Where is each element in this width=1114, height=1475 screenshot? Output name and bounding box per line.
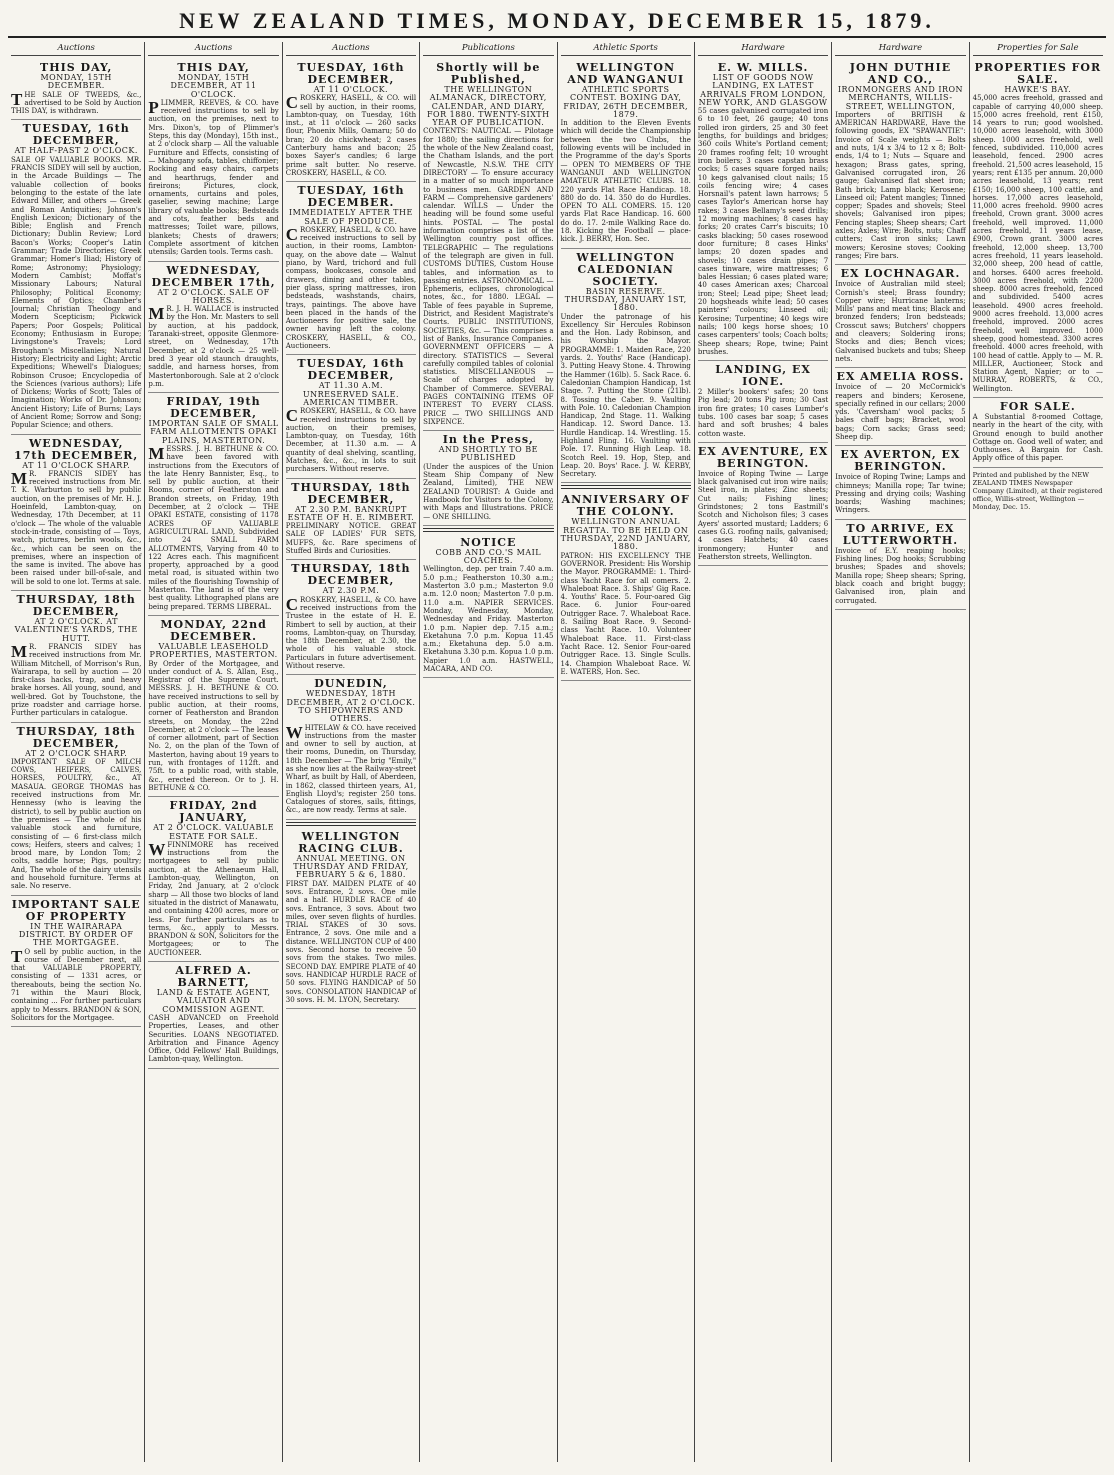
ad-text: ROSKERY, HASELL, & CO. will sell by auction, in their rooms, Lambton-quay, on Tuesday, 16th inst., at 11 o'clock — 260 sacks flour, Phoenix Mills, Oamaru; 50 do bran; 20 do chickwheat; 2 cases Canterbury hams and bacon; 25 boxes Sayer's candles; 6 large prime salt butter. No reserve. CROSKERY, HASELL, & CO. — [285, 94, 417, 177]
ad-text: R. FRANCIS SIDEY has received instructions from Mr. T. K. Warburton to sell by public auction, on the premises of Mr. H. J. Hoeinfeld, Lambton-quay, on Wednesday, 17th December, at 11 o'clock — The whole of the valuable stock-in-trade, consisting of — Toys, watch, pictures, berlin wools, &c., &c., which can be seen on the premises, where an inspection of the same is invited. The above has been raised under bill-of-sale, and will be sold to one lot. Terms at sale. — [11, 469, 142, 586]
ad-headline: WELLINGTON CALEDONIAN SOCIETY. — [576, 250, 675, 288]
ad-subheadline: AT HALF-PAST 2 O'CLOCK. — [14, 146, 138, 156]
section-divider — [286, 822, 416, 826]
section-divider — [561, 485, 691, 489]
ad-text: ESSRS. J. H. BETHUNE & CO. have been favored with instructions from the Executors of the late Henry Bannister, Esq., to sell by public auction, at their Rooms, corner of Featherston and Brandon streets, on Friday, 19th December, at 2 o'clock — THE OPAKI ESTATE, consisting of 1178 ACRES OF VALUABLE AGRICULTURAL LAND, Subdivided into 24 SMALL FARM ALLOTMENTS, Varying from 40 to 122 Acres each. This magnificent property, approached by a good metal road, is situated within two miles of the flourishing Township of Masterton. The land is of the very best quality. Lithographed plans are being prepared. TERMS LIBERAL. — [148, 444, 279, 611]
ad-body — [561, 119, 691, 243]
ad-body — [286, 94, 416, 177]
ad-subheadline: WELLINGTON ANNUAL REGATTA. TO BE HELD ON THURSDAY, 22ND JANUARY, 1880. — [560, 517, 691, 552]
drop-cap: W — [148, 839, 166, 859]
ad-body — [423, 127, 553, 426]
drop-cap: C — [285, 406, 299, 426]
ad-subheadline: IMPORTAN SALE OF SMALL FARM ALLOTMENTS OPAKI PLAINS, MASTERTON. — [148, 419, 279, 445]
advertisement — [286, 355, 416, 478]
ad-text: By Order of the Mortgagee, and under conduct of A. S. Allan, Esq., Registrar of the Supreme Court. MESSRS. J. H. BETHUNE & CO. have received instructions to sell by public auction, at their rooms, corner of Featherston and Brandon streets, on Monday, the 22nd December, at 2 o'clock — The leases of corner allotment, part of Section No. 2, on the plan of the Town of Masterton, having about 19 years to run, with frontages of 112ft. and 75ft. to a public road, with stable, &c., erected thereon. Or to J. H. BETHUNE & CO. — [148, 659, 279, 792]
ad-headline: LANDING, EX IONE. — [715, 363, 811, 389]
advertisement — [835, 265, 965, 368]
ad-body — [286, 522, 416, 555]
ad-text: PRELIMINARY NOTICE. GREAT SALE OF LADIES' FUR SETS, MUFFS, &c. Rare specimens of Stuffed Birds and Curiosities. — [285, 522, 417, 556]
ad-subheadline: THE WELLINGTON ALMANACK, DIRECTORY, CALENDAR, AND DIARY, FOR 1880. TWENTY-SIXTH YEAR OF PUBLICATION. — [427, 85, 550, 128]
advertisement — [11, 59, 141, 120]
advertisement — [11, 591, 141, 723]
ad-body — [11, 758, 141, 891]
ad-subheadline: MONDAY, 15TH DECEMBER. — [40, 73, 112, 91]
advertisement — [835, 520, 965, 610]
ad-headline: THURSDAY, 18th DECEMBER, — [291, 480, 411, 506]
advertisement — [286, 675, 416, 819]
ad-subheadline: HAWKE'S BAY. — [1004, 85, 1072, 94]
ad-body — [835, 473, 965, 514]
ad-body — [286, 226, 416, 350]
ad-subheadline: AT 2 O'CLOCK. AT VALENTINE'S YARDS, THE HUTT. — [14, 617, 138, 643]
column-header: Hardware — [835, 42, 965, 56]
advertisement — [11, 435, 141, 591]
ad-body — [423, 565, 553, 673]
ad-headline: DUNEDIN, — [314, 677, 388, 691]
ad-text: Importers of BRITISH & AMERICAN HARDWARE, Have the following goods, EX "SPAWANTIE": Invoice of Scale weights — Bolts and nuts, 1/4 x 3/4 to 12 x 8; Bolt-ends, 1/4 to 1; Nuts — Square and hexagon; Brass gates, spring, Galvanised corrugated iron, 26 gauge; Galvanised flat sheet iron; Bath brick; Lamp black; Kerosene; Linseed oil; Patent mangles; Tinned copper; Spades and shovels; Steel shovels; Galvanised iron pipes; Fencing staples; Sheep shears; Cart axles; Axles; Wire; Bolts, nuts; Chaff cutters; Cast iron sinks; Lawn mowers; Kerosine stoves; Cooking ranges; Fire bars. — [835, 110, 966, 260]
ad-headline: TUESDAY, 16th DECEMBER. — [297, 184, 405, 210]
column-header: Auctions — [286, 42, 416, 56]
advertisement — [286, 182, 416, 355]
ad-headline: EX AVERTON, EX BERINGTON. — [840, 448, 961, 474]
drop-cap: P — [148, 97, 159, 117]
column-header: Auctions — [148, 42, 278, 56]
ad-text: Invoice of Roping Twine; Lamps and chimneys; Manilla rope; Tar twine; Pressing and drying coils; Washing boards; Washing machines; Wringers. — [835, 473, 966, 515]
ad-text: ROSKERY, HASELL, & CO. have received instructions from the Trustee in the estate of H. E. Rimbert to sell by auction, at their rooms, Lambton-quay, on Thursday, the 18th December, at 2.30, the whole of his valuable stock. Particulars in future advertisement. Without reserve. — [285, 595, 417, 671]
advertisement — [835, 59, 965, 265]
ad-headline: WEDNESDAY, DECEMBER 17th, — [151, 263, 276, 289]
ad-body — [561, 313, 691, 479]
section-divider — [423, 528, 553, 532]
ad-headline: EX AVENTURE, EX BERINGTON. — [697, 444, 829, 470]
ad-headline: IMPORTANT SALE OF PROPERTY — [11, 897, 141, 923]
ad-body — [11, 470, 141, 586]
ad-text: A Substantial 8-roomed Cottage, nearly in the heart of the city, with Ground enough to build another Cottage on. Good well of water, and Outhouses. A Bargain for Cash. Apply office of this paper. — [972, 412, 1103, 463]
ad-text: Invoice of E.Y. reaping hooks; Fishing lines; Dog hooks; Scrubbing brushes; Spades and shovels; Manilla rope; Sheep shears; Spring, black coach and bright buggy; Galvanised iron, plain and corrugated. — [835, 546, 966, 605]
ad-headline: FOR SALE. — [999, 399, 1076, 413]
drop-cap: C — [285, 594, 299, 614]
ad-body — [286, 407, 416, 473]
advertisement — [423, 59, 553, 431]
ad-headline: E. W. MILLS. — [717, 61, 809, 74]
advertisement — [11, 723, 141, 896]
ad-headline: WELLINGTON RACING CLUB. — [298, 829, 404, 855]
drop-cap: M — [11, 641, 28, 661]
ad-headline: TUESDAY, 16th DECEMBER, — [297, 61, 405, 86]
advertisement — [148, 616, 278, 797]
ad-text: ROSKERY, HASELL, & CO. have received instructions to sell by auction, on their premises, Lambton-quay, on Tuesday, 16th December, at 11.30 a.m. — A quantity of deal shelving, scantling, Matches, &c., &c., in lots to suit purchasers. Without reserve. — [285, 407, 417, 474]
drop-cap: T — [11, 89, 23, 109]
ad-headline: WELLINGTON AND WANGANUI — [567, 61, 685, 86]
ad-subheadline: ATHLETIC SPORTS CONTEST. BOXING DAY, FRIDAY, 26TH DECEMBER, 1879. — [563, 85, 689, 119]
ad-headline: TO ARRIVE, EX LUTTERWORTH. — [842, 521, 959, 547]
drop-cap: T — [11, 946, 23, 966]
ad-headline: In the Press, — [442, 433, 534, 447]
advertisement — [286, 828, 416, 1009]
ad-text: R. FRANCIS SIDEY has received instructions from Mr. William Mitchell, of Morrison's Run, Wairarapa, to sell by auction — 20 first-class hacks, trap, and heavy brake horses. All young, sound, and well-bred. Got by Touchstone, the prize roadster and carriage horse. Further particulars in catalogue. — [11, 642, 142, 718]
ad-subheadline: AT 2.30 P.M. BANKRUPT ESTATE OF H. E. RIMBERT. — [287, 504, 415, 522]
ad-headline: EX LOCHNAGAR. — [840, 267, 961, 281]
ad-body — [148, 660, 278, 793]
ad-headline: FRIDAY, 19th DECEMBER, — [166, 395, 261, 421]
ad-body — [835, 383, 965, 441]
advertisement — [148, 59, 278, 262]
masthead: NEW ZEALAND TIMES, MONDAY, DECEMBER 15, 1879. — [8, 6, 1106, 38]
advertisement — [148, 393, 278, 616]
ad-headline: THURSDAY, 18th DECEMBER, — [16, 724, 136, 750]
ad-headline: THURSDAY, 18th DECEMBER, — [16, 593, 136, 619]
ad-body — [973, 94, 1103, 393]
advertisement — [973, 59, 1103, 398]
drop-cap: C — [285, 224, 299, 244]
drop-cap: W — [285, 722, 303, 742]
column-header: Properties for Sale — [973, 42, 1103, 56]
ad-text: O sell by public auction, in the course of December next, all that VALUABLE PROPERTY, consisting of — 1331 acres, or thereabouts, being the section No. 71 within the Mauri Block, containing ... For further particulars apply to Messrs. BRANDON & SON, Solicitors for the Mortgagee. — [11, 947, 142, 1022]
column — [694, 42, 831, 1462]
advertisement — [286, 560, 416, 675]
ad-text: 2 Miller's bookers' safes; 20 tons Pig lead; 20 tons Pig iron; 30 Cast iron fire grates; 10 cases Lumber's tubs. 100 cases bar soap; 5 cases hard and soft brushes; 4 bales cotton waste. — [697, 388, 829, 438]
ad-body — [286, 596, 416, 671]
ad-text: LIMMER, REEVES, & CO. have received instructions to sell by auction, on the premises, next to Mrs. Dixon's, top of Plimmer's Steps, this day (Monday), 15th inst., at 2 o'clock sharp — All the valuable Furniture and Effects, consisting of — Mahogany sofa, tables, chiffonier; Rocking and easy chairs, carpets and hearthrugs, fender and fireirons; Pictures, clock, ornaments, curtains and poles, gaselier, sewing machine; Large library of valuable books; Bedsteads and cots, feather beds and mattresses; Toilet ware, pillows, blankets; Chests of drawers; Complete assortment of kitchen utensils; Garden tools. Terms cash. — [148, 98, 279, 257]
ad-headline: WEDNESDAY, 17th DECEMBER, — [14, 436, 139, 462]
column-header: Publications — [423, 42, 553, 56]
advertisement — [11, 120, 141, 434]
ad-headline: JOHN DUTHIE AND CO., — [849, 61, 952, 86]
drop-cap: M — [148, 304, 165, 324]
ad-body — [148, 445, 278, 611]
ad-body — [11, 948, 141, 1023]
advertisement — [835, 446, 965, 519]
ad-body — [148, 841, 278, 957]
column — [969, 42, 1106, 1462]
ad-text: ROSKERY, HASELL, & CO. have received instructions to sell by auction, in their rooms, Lambton-quay, on the above date — Walnut piano, by Ward, trichord and full compass, bookcases, console and drawers, dining and other tables, pier glass, spring mattresses, iron bedsteads, washstands, chairs, trays, paintings. The above have been placed in the hands of the Auctioneers for positive sale, the owner having left the colony. CROSKERY, HASELL, & CO., Auctioneers. — [285, 225, 417, 351]
ad-subheadline: LAND & ESTATE AGENT, VALUATOR AND COMMISSION AGENT. — [156, 988, 271, 1014]
column — [282, 42, 419, 1462]
ad-text: FIRST DAY. MAIDEN PLATE of 40 sovs. Entrance, 2 sovs. One mile and a half. HURDLE RACE of 40 sovs. Entrance, 3 sovs. About two miles, over seven flights of hurdles. TRIAL STAKES of 30 sovs. Entrance, 2 sovs. One mile and a distance. WELLINGTON CUP of 400 sovs. Second horse to receive 50 sovs from the stakes. Two miles. SECOND DAY. EMPIRE PLATE of 40 sovs. HANDICAP HURDLE RACE of 50 sovs. FLYING HANDICAP of 50 sovs. CONSOLATION HANDICAP of 30 sovs. H. M. LYON, Secretary. — [285, 879, 417, 1004]
advertisement — [148, 262, 278, 394]
ad-subheadline: AT 2.30 P.M. — [322, 586, 380, 596]
column — [557, 42, 694, 1462]
ad-body — [835, 111, 965, 260]
ad-body — [561, 552, 691, 676]
ad-headline: TUESDAY, 16th DECEMBER, — [22, 122, 130, 148]
ad-text: CONTENTS: NAUTICAL — Pilotage for 1880; the sailing directions for the whole of the New Zealand coast, the Chatham Islands, and the port of Newcastle, N.S.W. THE CITY DIRECTORY — To ensure accuracy in a matter of so much importance to business men. GARDEN AND FARM — Comprehensive gardeners' calendar. WILLS — Under the heading will be found some useful hints. POSTAL — The postal information comprises a list of the Wellington country post offices. TELEGRAPHIC — The regulations of the telegraph are given in full. CUSTOMS DUTIES, Custom House tables, and information as to passing entries. ASTRONOMICAL — Ephemeris, eclipses, chronological notes, &c., for 1880. LEGAL — Table of fees payable in Supreme, District, and Resident Magistrate's Courts. PUBLIC INSTITUTIONS, SOCIETIES, &c. — This comprises a list of Banks, Insurance Companies. GOVERNMENT OFFICERS — A directory. STATISTICS — Several carefully compiled tables of colonial statistics. MISCELLANEOUS — Scale of charges adopted by Chamber of Commerce. SEVERAL PAGES CONTAINING ITEMS OF INTEREST TO EVERY CLASS. PRICE — TWO SHILLINGS AND SIXPENCE. — [423, 127, 554, 426]
ad-headline: THIS DAY, — [40, 61, 113, 74]
ad-headline: EX AMELIA ROSS. — [836, 370, 965, 384]
advertisement — [286, 479, 416, 561]
ad-body — [835, 280, 965, 363]
ad-text: (Under the auspices of the Union Steam Ship Company of New Zealand, Limited), THE NEW ZEALAND TOURIST: A Guide and Handbook for Visitors to the Colony, with Maps and Illustrations. PRICE — ONE SHILLING. — [423, 462, 554, 521]
ad-text: FINNIMORE has received instructions from the mortgagees to sell by public auction, at the Athenaeum Hall, Lambton-quay, Wellington, on Friday, 2nd January, at 2 o'clock sharp — All those two blocks of land situated in the district of Manawatu, and containing 4200 acres, more or less. For further particulars as to terms, &c., apply to Messrs. BRANDON & SON, Solicitors for the Mortgagees; or to The AUCTIONEER. — [148, 840, 279, 957]
ad-headline: Shortly will be Published, — [436, 61, 541, 86]
ad-text: PATRON: HIS EXCELLENCY THE GOVERNOR. President: His Worship the Mayor. PROGRAMME: 1. Third-class Yacht Race for all comers. 2. Whaleboat Race. 3. Ships' Gig Race. 4. Youths' Race. 5. Four-oared Gig Race. 6. Junior Four-oared Outrigger Race. 7. Whaleboat Race. 8. Sailing Boat Race. 9. Second-class Yacht Race. 10. Volunteer Whaleboat Race. 11. First-class Yacht Race. 12. Senior Four-oared Outrigger Race. 13. Single Sculls. 14. Champion Whaleboat Race. W. E. WATERS, Hon. Sec. — [560, 551, 691, 676]
advertisement — [973, 398, 1103, 468]
ad-headline: TUESDAY, 16th DECEMBER, — [297, 357, 405, 383]
ad-text: Invoice of Australian mild steel; Cornish's steel; Brass foundry; Copper wire; Hurricane lanterns; Mills' pans and meat tins; Black and bronzed fenders; Iron bedsteads; Crosscut saws; Butchers' choppers and cleavers; Soldering irons; Stocks and dies; Bench vices; Galvanised buckets and tubs; Sheep nets. — [835, 280, 966, 363]
ad-body — [698, 107, 828, 356]
ad-body — [698, 470, 828, 561]
ad-subheadline: BASIN RESERVE. THURSDAY, JANUARY 1ST, 1880. — [564, 286, 687, 313]
ad-headline: THURSDAY, 18th DECEMBER, — [291, 562, 411, 588]
advertisement — [561, 491, 691, 681]
ad-headline: ANNIVERSARY OF THE COLONY. — [561, 493, 690, 519]
ad-headline: PROPERTIES FOR SALE. — [974, 61, 1102, 86]
advertisement — [148, 797, 278, 962]
ad-body — [286, 880, 416, 1004]
ad-body — [148, 305, 278, 388]
advertisement — [835, 368, 965, 446]
ad-subheadline: AT 11 O'CLOCK. — [313, 85, 389, 94]
drop-cap: M — [11, 468, 28, 488]
ad-subheadline: IRONMONGERS AND IRON MERCHANTS, WILLIS-STREET, WELLINGTON, — [837, 85, 964, 111]
ad-subheadline: AT 2 O'CLOCK SHARP. — [25, 748, 128, 758]
ad-text: 45,000 acres freehold, grassed and capable of carrying 40,000 sheep. 15,000 acres freehold, rent £150, 14 years to run; good woolshed. 10,000 acres leasehold, with 3000 sheep. 1000 acres freehold, well fenced, subdivided. 110,000 acres leasehold, fenced. 2900 acres freehold. 21,500 acres leasehold, 15 years; rent £135 per annum. 20,000 acres leasehold, 13 years; rent £150; 16,000 sheep, 100 cattle, and horses. 17,000 acres leasehold, 11,000 acres freehold. 9900 acres freehold, Crown grant. 3000 acres freehold, well improved. 11,000 acres freehold, 11 years lease, £900, Crown grant. 3000 acres freehold, 12,000 sheep. 13,700 acres freehold, 11 years leasehold. 32,000 sheep, 200 head of cattle, and horses. 6400 acres freehold. 3000 acres freehold, with 2200 sheep. 8000 acres freehold, fenced and subdivided. 5400 acres leasehold. 4900 acres freehold. 9000 acres freehold. 13,000 acres freehold, improved. 2000 acres freehold, well improved. 1000 sheep, good homestead. 3300 acres freehold. 4000 acres freehold, with 100 head of cattle. Apply to — M. R. MILLER, Auctioneer, Stock and Station Agent, Napier; or to — MURRAY, ROBERTS, & CO., Wellington. — [972, 94, 1103, 393]
ad-subheadline: AT 11.30 A.M. UNRESERVED SALE. AMERICAN TIMBER. — [302, 381, 400, 407]
ad-body — [148, 99, 278, 257]
ad-headline: THIS DAY, — [177, 61, 250, 74]
columns — [8, 42, 1106, 1462]
ad-body — [423, 463, 553, 521]
ad-subheadline: AT 2 O'CLOCK. VALUABLE ESTATE FOR SALE. — [153, 823, 275, 841]
ad-subheadline: LIST OF GOODS NOW LANDING, EX LATEST ARRIVALS FROM LONDON, NEW YORK, AND GLASGOW — [698, 73, 828, 107]
column — [144, 42, 281, 1462]
ad-headline: MONDAY, 22nd DECEMBER. — [160, 617, 267, 643]
advertisement — [286, 59, 416, 182]
ad-body — [698, 388, 828, 438]
advertisement — [561, 59, 691, 249]
ad-body — [11, 156, 141, 430]
ad-body — [973, 413, 1103, 463]
ad-subheadline: AT 11 O'CLOCK SHARP. — [22, 460, 131, 470]
column-header: Athletic Sports — [561, 42, 691, 56]
ad-text: 55 cases galvanised corrugated iron 6 to 10 feet, 26 gauge; 40 tons rolled iron girders, 25 and 30 feet lengths, for buildings and bridges; 360 coils White's Portland cement; 20 frames roofing felt; 10 wrought iron boilers; 3 cases capstan brass cocks; 5 cases square forged nails; 10 kegs galvanised clout nails; 15 coils fencing wire; 4 cases Horsnail's patent lawn harrows; 5 cases Taylor's American horse hay rakes; 3 cases Bellamy's seed drills; 12 mowing machines; 8 cases hay forks; 20 crates Carr's biscuits; 10 casks blacking; 50 cases rosewood door furniture; 8 cases Hinks' lamps; 20 dozen spades and shovels; 10 cases drain pipes; 7 cases tinware, wire mattresses; 6 bales Hessian; 6 cases plated ware; 40 cases American axes; Charcoal iron; Steel; Lead pipe; Sheet lead; 20 hogsheads white lead; 50 cases painters' colours; Linseed oil; Kerosine; Turpentine; 40 kegs wire nails; 100 kegs horse shoes; 10 cases carpenters' tools; Coach bolts; Sheep shears; Rope, twine; Paint brushes. — [697, 107, 829, 356]
ad-subheadline: MONDAY, 15TH DECEMBER, AT 11 O'CLOCK. — [170, 73, 257, 99]
ad-body — [11, 91, 141, 116]
advertisement — [698, 59, 828, 361]
advertisement — [11, 896, 141, 1028]
ad-body — [11, 643, 141, 718]
advertisement — [423, 534, 553, 678]
advertisement — [561, 249, 691, 484]
ad-text: R. J. H. WALLACE is instructed by the Hon. Mr. Masters to sell by auction, at his paddock, Taranaki-street, opposite Glenmore-street, on Wednesday, 17th December, at 2 o'clock — 25 well-bred 3 year old staunch draughts, saddle, and harness horses, from Mastertonborough. Sale at 2 o'clock p.m. — [148, 305, 279, 388]
advertisement — [423, 431, 553, 526]
ad-subheadline: WEDNESDAY, 18TH DECEMBER, AT 2 O'CLOCK. TO SHIPOWNERS AND OTHERS. — [286, 689, 416, 724]
ad-text: Invoice of — 20 McCormick's reapers and binders; Kerosene, specially refined in our cellars; 2000 yds. 'Caversham' wool packs; 5 bales chaff bags; Bracket, wool bags; Corn sacks; Grass seed; Sheep dip. — [835, 383, 966, 441]
column-header: Hardware — [698, 42, 828, 56]
ad-subheadline: ANNUAL MEETING. ON THURSDAY AND FRIDAY, FEBRUARY 5 & 6, 1880. — [293, 853, 409, 880]
advertisement — [698, 443, 828, 566]
ad-text: HITELAW & CO. have received instructions from the master and owner to sell by auction, at their rooms, Dunedin, on Thursday, 18th December — The brig "Emily," as she now lies at the Railway-street Wharf, as built by Hall, of Aberdeen, in 1862, classed thirteen years, A1, English Lloyd's; register 250 tons. Catalogues of stores, sails, fittings, &c., are now ready. Terms at sale. — [285, 723, 417, 815]
ad-body — [148, 1014, 278, 1064]
ad-text: SALE OF VALUABLE BOOKS. MR. FRANCIS SIDEY will sell by auction, in the Arcade Buildings — The valuable collection of books belonging to the estate of the late Edward Miller, and others — Greek and Roman Antiquities; Johnson's English Lexicon; Dictionary of the Bible; English and French Dictionary; Dublin Review; Lord Bacon's Works; Cooper's Latin Grammar; Trade Directories; Greek Grammar; Homer's Iliad; History of Rome; Astronomy; Physiology; Modern Cambist; Moffat's Missionary Labours; Natural Philosophy; Political Economy; Elements of Optics; Chamber's Journal; Christian Theology and Modern Scepticism; Pickwick Papers; Poor Gospels; Political Economy; Enthusiasm in Europe; Livingstone's Travels; Lord Brougham's Miscellanies; Natural History; Electricity and Light; Arctic Expeditions; Whewell's Dialogues; Robinson Crusoe; Encyclopedia of the Sciences (various authors); Life of Dickens; Works of Scott; Tales of Imagination; Works of Dr. Johnson; Ancient History; Life of Burns; Lays of Ancient Rome; Sorrow and Song; Popular Science; and others. — [11, 155, 142, 430]
ad-text: IMPORTANT SALE OF MILCH COWS, HEIFERS, CALVES, HORSES, POULTRY, &c., AT MASAUA. GEORGE THOMAS has received instructions from Mr. Hennessy (who is leaving the district), to sell by public auction on the premises — The whole of his valuable stock and furniture, consisting of — 6 first-class milch cows; Heifers, steers and calves; 1 brood mare, by London Tom; 2 colts, saddle horse; Pigs, poultry; And, The whole of the dairy utensils and household furniture. Terms at sale. No reserve. — [11, 757, 142, 891]
ad-text: CASH ADVANCED on Freehold Properties, Leases, and other Securities. LOANS NEGOTIATED. Arbitration and Finance Agency Office, Odd Fellows' Hall Buildings, Lambton-quay, Wellington. — [148, 1013, 279, 1064]
column-header: Auctions — [11, 42, 141, 56]
ad-headline: FRIDAY, 2nd JANUARY, — [169, 799, 258, 825]
drop-cap: C — [285, 93, 299, 113]
ad-body — [286, 724, 416, 815]
ad-subheadline: IN THE WAIRARAPA DISTRICT. BY ORDER OF THE MORTGAGEE. — [18, 921, 134, 948]
ad-text: Invoice of Roping Twine — Large black galvanised cut iron wire nails; Steel iron, in plates; Zinc sheets; Cut nails; Fishing lines; Grindstones; 2 tons Eastmill's Scotch and Nicholson files; 3 cases Ayers' assorted mustard; Ladders; 6 cases G.G. roofing nails, galvanised; 4 cases Hatchets; 40 cases ironmongery; Hunter and Featherston streets, Wellington. — [697, 469, 829, 561]
column — [419, 42, 556, 1462]
ad-text: Under the patronage of his Excellency Sir Hercules Robinson and the Hon. Lady Robinson, and his Worship the Mayor. PROGRAMME: 1. Maiden Race, 220 yards. 2. Youths' Race (Handicap). 3. Putting Heavy Stone. 4. Throwing the Hammer (16lb). 5. Sack Race. 6. Caledonian Champion Handicap, 1st Stage. 7. Putting the Stone (21lb). 8. Tossing the Caber. 9. Vaulting with Pole. 10. Caledonian Champion Handicap, 2nd Stage. 11. Walking Handicap. 12. Sword Dance. 13. Hurdle Handicap. 14. Wrestling. 15. Highland Fling. 16. Vaulting with Pole. 17. Running High Leap. 18. Scotch Reel. 19. Hop, Step, and Leap. 20. Boys' Race. J. W. KERBY, Secretary. — [560, 312, 691, 479]
advertisement — [148, 962, 278, 1069]
ad-text: Wellington, dep. per train 7.40 a.m. 5.0 p.m.; Featherston 10.30 a.m.; Masterton 3.0 p.m.; Masterton 9.0 a.m. 12.0 noon; Masterton 7.0 p.m. 11.0 a.m. NAPIER SERVICES. Monday, Wednesday, Monday, Wednesday and Friday. Masterton 1.0 p.m. Napier dep. 7.15 a.m.; Eketahuna 7.0 p.m. Kopua 11.45 a.m.; Eketahuna dep. 5.0 a.m. Eketahuna 3.30 p.m. Kopua 1.0 p.m. Napier 1.0 a.m. HASTWELL, MACARA, AND CO. — [423, 565, 554, 673]
ad-subheadline: VALUABLE LEASEHOLD PROPERTIES, MASTERTON. — [149, 641, 278, 660]
ad-subheadline: IMMEDIATELY AFTER THE SALE OF PRODUCE. — [289, 208, 413, 226]
ad-subheadline: AT 2 O'CLOCK. SALE OF HORSES. — [157, 287, 270, 305]
ad-subheadline: COBB AND CO.'S MAIL COACHES. — [435, 547, 542, 566]
ad-headline: ALFRED A. BARNETT, — [175, 964, 252, 990]
ad-subheadline: AND SHORTLY TO BE PUBLISHED — [438, 445, 538, 463]
ad-body — [835, 547, 965, 605]
ad-headline: NOTICE — [460, 535, 517, 549]
column — [8, 42, 144, 1462]
imprint: Printed and published by the NEW ZEALAND TIMES Newspaper Company (Limited), at their registered office, Willis-street, Wellington — Monday, Dec. 15. — [972, 470, 1103, 511]
advertisement — [698, 361, 828, 443]
ad-text: In addition to the Eleven Events which will decide the Championship between the two Clubs, the following events will be included in the Programme of the day's Sports — OPEN TO MEMBERS OF THE WANGANUI AND WELLINGTON AMATEUR ATHLETIC CLUBS. 18. 220 yards Flat Race Handicap. 18. 880 do do. 14. 350 do do Hurdles. OPEN TO ALL COMERS. 15. 120 yards Flat Race Handicap. 16. 600 do do. 17. 2-mile Walking Race do. 18. Kicking the Football — place-kick. J. BERRY, Hon. Sec. — [560, 119, 691, 244]
column — [831, 42, 968, 1462]
drop-cap: M — [148, 443, 165, 463]
ad-text: HE SALE OF TWEEDS, &c., advertised to be Sold by Auction THIS DAY, is withdrawn. — [11, 90, 142, 116]
